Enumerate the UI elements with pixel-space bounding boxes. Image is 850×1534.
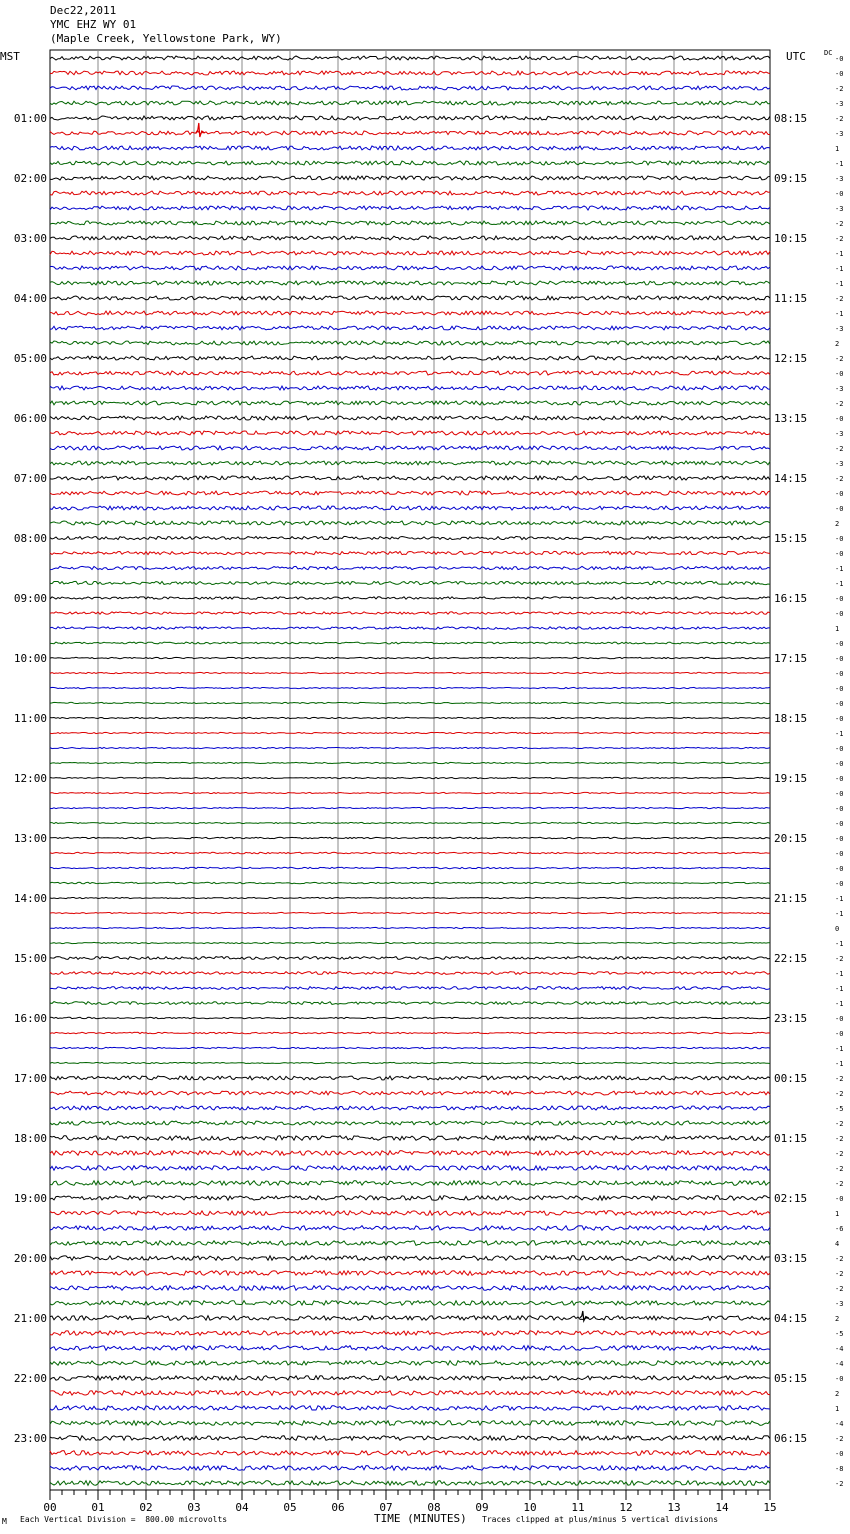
seismic-trace — [50, 551, 770, 554]
seismic-trace — [50, 1002, 770, 1005]
left-hour-label: 10:00 — [13, 652, 47, 665]
seismic-trace — [50, 1481, 770, 1486]
left-hour-label: 15:00 — [13, 952, 47, 965]
dc-offset-label: -3 — [835, 100, 844, 108]
x-tick-label: 14 — [715, 1501, 729, 1514]
left-hour-label: 11:00 — [13, 712, 47, 725]
dc-offset-label: -0 — [835, 190, 844, 198]
dc-offset-label: -3 — [835, 1300, 844, 1308]
header-date: Dec22,2011 — [50, 4, 117, 17]
dc-offset-label: -2 — [835, 1285, 844, 1293]
dc-offset-label: -0 — [835, 880, 844, 888]
dc-offset-label: 4 — [835, 1240, 840, 1248]
seismic-trace — [50, 882, 770, 883]
seismic-trace — [50, 161, 770, 165]
seismic-trace — [50, 1091, 770, 1095]
dc-offset-label: -2 — [835, 115, 844, 123]
header-location: (Maple Creek, Yellowstone Park, WY) — [50, 32, 282, 45]
seismic-trace — [50, 206, 770, 210]
dc-offset-label: 1 — [835, 1210, 840, 1218]
left-hour-label: 04:00 — [13, 292, 47, 305]
dc-offset-label: -2 — [835, 1435, 844, 1443]
clip-note: Traces clipped at plus/minus 5 vertical divisions — [482, 1515, 719, 1524]
left-hour-label: 06:00 — [13, 412, 47, 425]
seismic-trace — [50, 1226, 770, 1231]
left-hour-label: 14:00 — [13, 892, 47, 905]
dc-offset-label: -2 — [835, 475, 844, 483]
dc-offset-label: 2 — [835, 340, 840, 348]
left-hour-label: 19:00 — [13, 1192, 47, 1205]
left-hour-label: 09:00 — [13, 592, 47, 605]
seismic-trace — [50, 266, 770, 270]
seismic-trace — [50, 1151, 770, 1156]
right-hour-label: 10:15 — [774, 232, 808, 245]
left-hour-label: 03:00 — [13, 232, 47, 245]
dc-offset-label: -3 — [835, 205, 844, 213]
seismic-trace — [50, 597, 770, 599]
right-hour-label: 04:15 — [774, 1312, 808, 1325]
dc-offset-label: -3 — [835, 130, 844, 138]
seismic-trace — [50, 581, 770, 584]
left-hour-label: 23:00 — [13, 1432, 47, 1445]
dc-offset-label: -0 — [835, 55, 844, 63]
dc-offset-label: -1 — [835, 265, 844, 273]
seismic-trace — [50, 1436, 770, 1441]
left-hour-label: 17:00 — [13, 1072, 47, 1085]
dc-offset-label: -0 — [835, 835, 844, 843]
seismic-trace — [50, 491, 770, 495]
x-tick-label: 15 — [763, 1501, 777, 1514]
seismic-trace — [50, 251, 770, 255]
seismic-trace — [50, 897, 770, 898]
seismic-trace — [50, 1451, 770, 1456]
seismic-trace — [50, 101, 770, 105]
seismic-trace — [50, 1076, 770, 1080]
seismic-trace — [50, 747, 770, 748]
dc-offset-label: -2 — [835, 1075, 844, 1083]
seismic-trace — [50, 642, 770, 644]
dc-offset-label: -0 — [835, 1195, 844, 1203]
seismic-trace — [50, 146, 770, 150]
dc-offset-label: 2 — [835, 520, 840, 528]
seismic-trace — [50, 326, 770, 330]
seismic-trace — [50, 957, 770, 960]
seismic-trace — [50, 762, 770, 763]
seismic-trace — [50, 1241, 770, 1246]
seismic-trace — [50, 1421, 770, 1426]
dc-offset-label: -0 — [835, 685, 844, 693]
right-timezone-label: UTC — [786, 50, 806, 63]
dc-offset-label: -1 — [835, 280, 844, 288]
right-hour-label: 19:15 — [774, 772, 808, 785]
dc-offset-label: -2 — [835, 355, 844, 363]
dc-offset-label: -0 — [835, 850, 844, 858]
dc-offset-label: -1 — [835, 985, 844, 993]
x-tick-label: 11 — [571, 1501, 585, 1514]
dc-offset-label: -1 — [835, 910, 844, 918]
dc-offset-label: -1 — [835, 1045, 844, 1053]
left-hour-label: 18:00 — [13, 1132, 47, 1145]
dc-offset-label: -2 — [835, 1150, 844, 1158]
right-hour-label: 18:15 — [774, 712, 808, 725]
right-hour-label: 21:15 — [774, 892, 808, 905]
seismic-trace — [50, 71, 770, 75]
seismic-trace — [50, 657, 770, 658]
dc-offset-label: -1 — [835, 1060, 844, 1068]
seismic-trace — [50, 777, 770, 778]
seismic-trace — [50, 521, 770, 525]
dc-offset-label: 0 — [835, 925, 840, 933]
seismic-trace — [50, 1466, 770, 1471]
dc-offset-label: -2 — [835, 445, 844, 453]
seismic-trace — [50, 236, 770, 240]
dc-offset-label: -8 — [835, 1465, 844, 1473]
dc-offset-label: -4 — [835, 1420, 844, 1428]
right-hour-label: 17:15 — [774, 652, 808, 665]
dc-offset-label: -1 — [835, 580, 844, 588]
dc-offset-label: -3 — [835, 325, 844, 333]
dc-offset-label: -3 — [835, 175, 844, 183]
seismic-trace — [50, 612, 770, 614]
seismic-trace — [50, 506, 770, 510]
seismic-trace — [50, 1166, 770, 1171]
dc-offset-label: -2 — [835, 85, 844, 93]
seismic-trace — [50, 1316, 770, 1321]
seismic-trace — [50, 852, 770, 853]
left-hour-label: 01:00 — [13, 112, 47, 125]
seismic-event — [196, 123, 205, 137]
dc-offset-label: -0 — [835, 505, 844, 513]
seismic-trace — [50, 627, 770, 629]
dc-offset-label: -0 — [835, 640, 844, 648]
seismic-trace — [50, 1361, 770, 1366]
dc-offset-label: -1 — [835, 250, 844, 258]
x-tick-label: 02 — [139, 1501, 153, 1514]
dc-offset-label: -3 — [835, 385, 844, 393]
corner-mark: M — [2, 1517, 7, 1526]
seismic-trace — [50, 1256, 770, 1261]
dc-offset-label: -0 — [835, 1030, 844, 1038]
seismic-trace — [50, 942, 770, 943]
dc-offset-label: -1 — [835, 160, 844, 168]
seismic-trace — [50, 867, 770, 868]
dc-offset-label: -6 — [835, 1225, 844, 1233]
dc-offset-label: 1 — [835, 145, 840, 153]
left-timezone-label: MST — [0, 50, 20, 63]
seismic-trace — [50, 1121, 770, 1125]
left-hour-label: 13:00 — [13, 832, 47, 845]
dc-offset-label: -3 — [835, 460, 844, 468]
left-hour-label: 07:00 — [13, 472, 47, 485]
dc-offset-label: -0 — [835, 370, 844, 378]
seismic-trace — [50, 717, 770, 718]
x-tick-label: 05 — [283, 1501, 297, 1514]
seismic-trace — [50, 176, 770, 180]
dc-offset-label: -0 — [835, 745, 844, 753]
dc-offset-label: -0 — [835, 70, 844, 78]
right-hour-label: 22:15 — [774, 952, 808, 965]
dc-offset-label: -2 — [835, 400, 844, 408]
seismic-trace — [50, 341, 770, 345]
seismic-trace — [50, 416, 770, 420]
dc-offset-label: -2 — [835, 1270, 844, 1278]
seismic-trace — [50, 732, 770, 733]
seismic-trace — [50, 431, 770, 435]
right-hour-label: 00:15 — [774, 1072, 808, 1085]
left-hour-label: 02:00 — [13, 172, 47, 185]
dc-offset-label: -0 — [835, 805, 844, 813]
dc-offset-label: -1 — [835, 565, 844, 573]
x-tick-label: 01 — [91, 1501, 105, 1514]
seismic-trace — [50, 1032, 770, 1033]
seismic-trace — [50, 972, 770, 975]
right-hour-label: 11:15 — [774, 292, 808, 305]
right-hour-label: 16:15 — [774, 592, 808, 605]
right-hour-label: 20:15 — [774, 832, 808, 845]
seismic-trace — [50, 792, 770, 793]
seismic-trace — [50, 807, 770, 808]
right-hour-label: 23:15 — [774, 1012, 808, 1025]
seismic-trace — [50, 687, 770, 688]
dc-offset-label: -0 — [835, 655, 844, 663]
dc-label: DC — [824, 49, 833, 57]
seismic-trace — [50, 822, 770, 823]
dc-offset-label: -0 — [835, 775, 844, 783]
left-hour-label: 16:00 — [13, 1012, 47, 1025]
x-tick-label: 04 — [235, 1501, 249, 1514]
dc-offset-label: -1 — [835, 970, 844, 978]
dc-offset-label: -0 — [835, 1375, 844, 1383]
scale-note: Each Vertical Division = 800.00 microvolts — [20, 1515, 228, 1524]
seismic-trace — [50, 356, 770, 360]
dc-offset-label: -0 — [835, 865, 844, 873]
seismic-trace — [50, 1136, 770, 1141]
seismic-trace — [50, 1196, 770, 1201]
dc-offset-label: -0 — [835, 595, 844, 603]
seismic-trace — [50, 386, 770, 390]
x-tick-label: 06 — [331, 1501, 345, 1514]
dc-offset-label: -3 — [835, 430, 844, 438]
right-hour-label: 05:15 — [774, 1372, 808, 1385]
seismic-trace — [50, 116, 770, 120]
seismic-trace — [50, 1181, 770, 1186]
seismic-trace — [50, 1047, 770, 1048]
right-hour-label: 15:15 — [774, 532, 808, 545]
left-hour-label: 05:00 — [13, 352, 47, 365]
dc-offset-label: -2 — [835, 1165, 844, 1173]
seismic-trace — [50, 191, 770, 195]
seismic-trace — [50, 311, 770, 315]
seismic-trace — [50, 461, 770, 465]
dc-offset-label: -1 — [835, 940, 844, 948]
seismic-trace — [50, 86, 770, 90]
seismic-trace — [50, 131, 770, 135]
seismic-trace — [50, 672, 770, 673]
dc-offset-label: -0 — [835, 760, 844, 768]
seismic-trace — [50, 296, 770, 300]
x-tick-label: 13 — [667, 1501, 681, 1514]
dc-offset-label: -5 — [835, 1105, 844, 1113]
seismic-trace — [50, 281, 770, 285]
right-hour-label: 13:15 — [774, 412, 808, 425]
dc-offset-label: -5 — [835, 1330, 844, 1338]
seismic-trace — [50, 1017, 770, 1018]
seismic-trace — [50, 1106, 770, 1110]
dc-offset-label: -2 — [835, 1180, 844, 1188]
seismic-trace — [50, 1376, 770, 1381]
dc-offset-label: -4 — [835, 1345, 844, 1353]
dc-offset-label: -2 — [835, 1090, 844, 1098]
seismic-trace — [50, 1346, 770, 1351]
dc-offset-label: 2 — [835, 1390, 840, 1398]
dc-offset-label: -1 — [835, 730, 844, 738]
seismic-trace — [50, 1406, 770, 1411]
x-tick-label: 08 — [427, 1501, 441, 1514]
seismic-trace — [50, 987, 770, 990]
dc-offset-label: -2 — [835, 220, 844, 228]
header-station: YMC EHZ WY 01 — [50, 18, 137, 31]
seismic-trace — [50, 927, 770, 928]
seismic-trace — [50, 1301, 770, 1306]
x-tick-label: 07 — [379, 1501, 393, 1514]
seismic-trace — [50, 371, 770, 375]
dc-offset-label: -0 — [835, 1450, 844, 1458]
right-hour-label: 03:15 — [774, 1252, 808, 1265]
x-axis-label: TIME (MINUTES) — [374, 1512, 467, 1525]
dc-offset-label: -0 — [835, 820, 844, 828]
dc-offset-label: -0 — [835, 1015, 844, 1023]
dc-offset-label: -1 — [835, 310, 844, 318]
dc-offset-label: 1 — [835, 625, 840, 633]
seismic-trace — [50, 1391, 770, 1396]
dc-offset-label: -0 — [835, 535, 844, 543]
seismic-trace — [50, 221, 770, 225]
seismic-trace — [50, 702, 770, 703]
right-hour-label: 12:15 — [774, 352, 808, 365]
seismic-trace — [50, 1211, 770, 1216]
right-hour-label: 09:15 — [774, 172, 808, 185]
dc-offset-label: -2 — [835, 1255, 844, 1263]
dc-offset-label: -1 — [835, 895, 844, 903]
dc-offset-label: -2 — [835, 1480, 844, 1488]
seismic-trace — [50, 912, 770, 913]
dc-offset-label: -0 — [835, 490, 844, 498]
right-hour-label: 01:15 — [774, 1132, 808, 1145]
right-hour-label: 14:15 — [774, 472, 808, 485]
dc-offset-label: -2 — [835, 1120, 844, 1128]
x-tick-label: 10 — [523, 1501, 537, 1514]
x-tick-label: 09 — [475, 1501, 489, 1514]
right-hour-label: 06:15 — [774, 1432, 808, 1445]
dc-offset-label: -0 — [835, 670, 844, 678]
right-hour-label: 02:15 — [774, 1192, 808, 1205]
seismic-trace — [50, 1271, 770, 1276]
x-tick-label: 03 — [187, 1501, 201, 1514]
seismic-trace — [50, 1331, 770, 1336]
left-hour-label: 20:00 — [13, 1252, 47, 1265]
seismic-trace — [50, 837, 770, 838]
left-hour-label: 08:00 — [13, 532, 47, 545]
dc-offset-label: -2 — [835, 295, 844, 303]
seismic-trace — [50, 536, 770, 539]
left-hour-label: 12:00 — [13, 772, 47, 785]
dc-offset-label: -0 — [835, 610, 844, 618]
dc-offset-label: -4 — [835, 1360, 844, 1368]
dc-offset-label: -0 — [835, 700, 844, 708]
dc-offset-label: -2 — [835, 955, 844, 963]
dc-offset-label: 2 — [835, 1315, 840, 1323]
dc-offset-label: -1 — [835, 1000, 844, 1008]
x-tick-label: 00 — [43, 1501, 57, 1514]
dc-offset-label: -2 — [835, 235, 844, 243]
seismic-trace — [50, 566, 770, 569]
x-tick-label: 12 — [619, 1501, 633, 1514]
seismic-trace — [50, 476, 770, 480]
seismic-trace — [50, 401, 770, 405]
left-hour-label: 22:00 — [13, 1372, 47, 1385]
dc-offset-label: 1 — [835, 1405, 840, 1413]
seismic-trace — [50, 446, 770, 450]
dc-offset-label: -0 — [835, 790, 844, 798]
dc-offset-label: -0 — [835, 550, 844, 558]
seismic-trace — [50, 1062, 770, 1063]
right-hour-label: 08:15 — [774, 112, 808, 125]
dc-offset-label: -2 — [835, 1135, 844, 1143]
seismic-trace — [50, 56, 770, 60]
dc-offset-label: -0 — [835, 715, 844, 723]
seismic-trace — [50, 1286, 770, 1291]
left-hour-label: 21:00 — [13, 1312, 47, 1325]
dc-offset-label: -0 — [835, 415, 844, 423]
